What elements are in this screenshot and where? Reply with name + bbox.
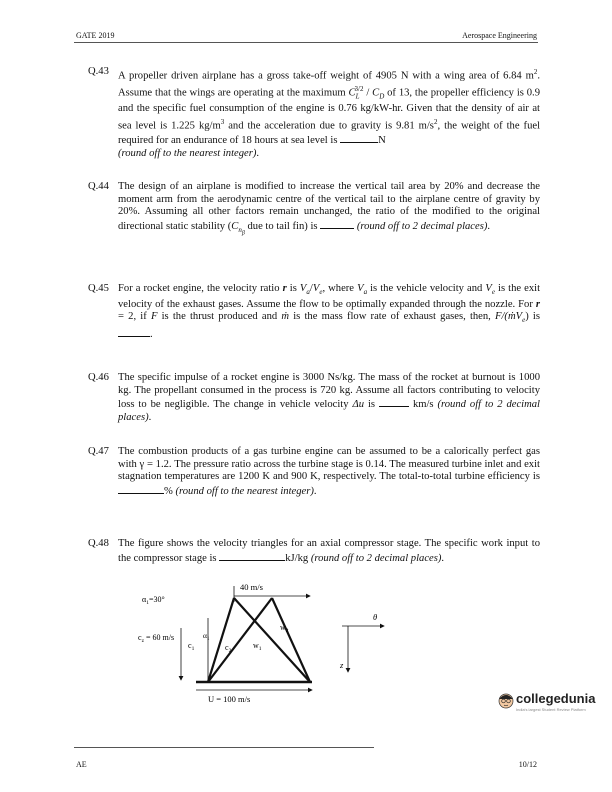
label-theta: θ xyxy=(373,612,378,622)
label-40-mps: 40 m/s xyxy=(240,582,263,592)
question-44 xyxy=(88,181,540,240)
answer-blank[interactable] xyxy=(118,484,164,494)
answer-blank[interactable] xyxy=(118,327,150,337)
question-number: Q.44 xyxy=(88,181,109,192)
w1-line xyxy=(234,598,310,682)
c2-line xyxy=(208,598,272,682)
logo-tagline: India's largest Student Review Platform xyxy=(516,707,586,712)
header-subject: Aerospace Engineering xyxy=(462,31,537,40)
question-text: The figure shows the velocity triangles for an axial compressor stage. The specific work input to the compressor stage is kJ/kg (round off to 2 decimal places). xyxy=(118,538,540,564)
question-43 xyxy=(88,66,540,160)
label-cz-60: $c_z = 60$ m/s xyxy=(138,633,175,644)
label-c1: $c_1$ xyxy=(188,641,195,652)
logo-wordmark: collegedunia xyxy=(516,691,596,706)
answer-blank[interactable] xyxy=(320,219,354,229)
question-47 xyxy=(88,446,540,498)
footer-code: AE xyxy=(76,760,87,769)
header-exam-title: GATE 2019 xyxy=(76,31,115,40)
answer-blank[interactable] xyxy=(219,551,285,561)
question-46 xyxy=(88,372,540,424)
answer-blank[interactable] xyxy=(340,133,378,143)
label-alpha1-30: $\alpha_1=30^\circ$ xyxy=(142,595,165,606)
c1-line xyxy=(208,598,234,682)
question-number: Q.43 xyxy=(88,66,109,77)
question-text: The combustion products of a gas turbine engine can be assumed to be a calorically perfect gas with γ = 1.2. The pressure ratio across the turbine stage is 0.14. The measured turbine inlet and exit stagnation temperatures are 1200 K and 900 K, respectively. The total-to-total turbine efficiency is % (round off to the nearest integer). xyxy=(118,446,540,497)
question-text: For a rocket engine, the velocity ratio r is $V_a/V_e$, where $V_a$ is the vehicle velocity and $V_e$ is the exit velocity of the exhaust gases. Assume the flow to be optimally expanded through the nozzle. For r = 2, if F is the thrust produced and ṁ is the mass flow rate of exhaust gases, then, F/(ṁV$_e$) is . xyxy=(118,283,541,340)
mascot-icon xyxy=(498,692,514,710)
question-45 xyxy=(88,283,540,342)
answer-blank[interactable] xyxy=(379,397,409,407)
question-48 xyxy=(88,538,540,565)
label-w1: $w_1$ xyxy=(253,641,262,652)
label-c2: $c_2$ xyxy=(225,643,232,654)
question-number: Q.47 xyxy=(88,446,109,457)
label-w2: $w_2$ xyxy=(280,623,289,634)
page-number: 10/12 xyxy=(518,760,537,769)
question-number: Q.48 xyxy=(88,538,109,549)
question-text: A propeller driven airplane has a gross take-off weight of 4905 N with a wing area of 6.84 $m^2$. Assume that the wings are operating at the maximum $C_L^{3/2} / C_D$ of 13, the propeller efficiency is 0.9 and the specific fuel consumption of the engine is 0.76 kg/kW-hr. Given that the density of air at sea level is 1.225 $kg/m^3$ and the acceleration due to gravity is 9.81 $m/s^2$, the weight of the fuel required for an endurance of 18 hours at sea level is N (round off to the nearest integer). xyxy=(118,68,541,159)
question-number: Q.46 xyxy=(88,372,109,383)
question-text: The design of an airplane is modified to increase the vertical tail area by 20% and decrease the moment arm from the aerodynamic centre of the vertical tail to the airplane centre of gravity by 20%. Assuming all other factors remain unchanged, the ratio of the modified to the original directional static stability ($C_{n_\beta}$ due to tail fin) is (round off to 2 decimal places). xyxy=(118,181,540,237)
collegedunia-logo xyxy=(498,691,598,717)
label-u-100: U = 100 m/s xyxy=(208,694,251,704)
question-number: Q.45 xyxy=(88,283,109,294)
w2-line xyxy=(272,598,310,682)
label-alpha1: $\alpha_1$ xyxy=(203,631,210,642)
velocity-triangle-figure xyxy=(100,578,390,710)
footer-rule xyxy=(74,747,374,748)
label-z: z xyxy=(340,660,344,670)
header-rule xyxy=(74,42,538,43)
question-text: The specific impulse of a rocket engine is 3000 Ns/kg. The mass of the rocket at burnout is 1000 kg. The propellant consumed in the process is 720 kg. Assume all factors contributing to velocity loss to be negligible. The change in vehicle velocity Δu is km/s (round off to 2 decimal places). xyxy=(118,372,540,423)
